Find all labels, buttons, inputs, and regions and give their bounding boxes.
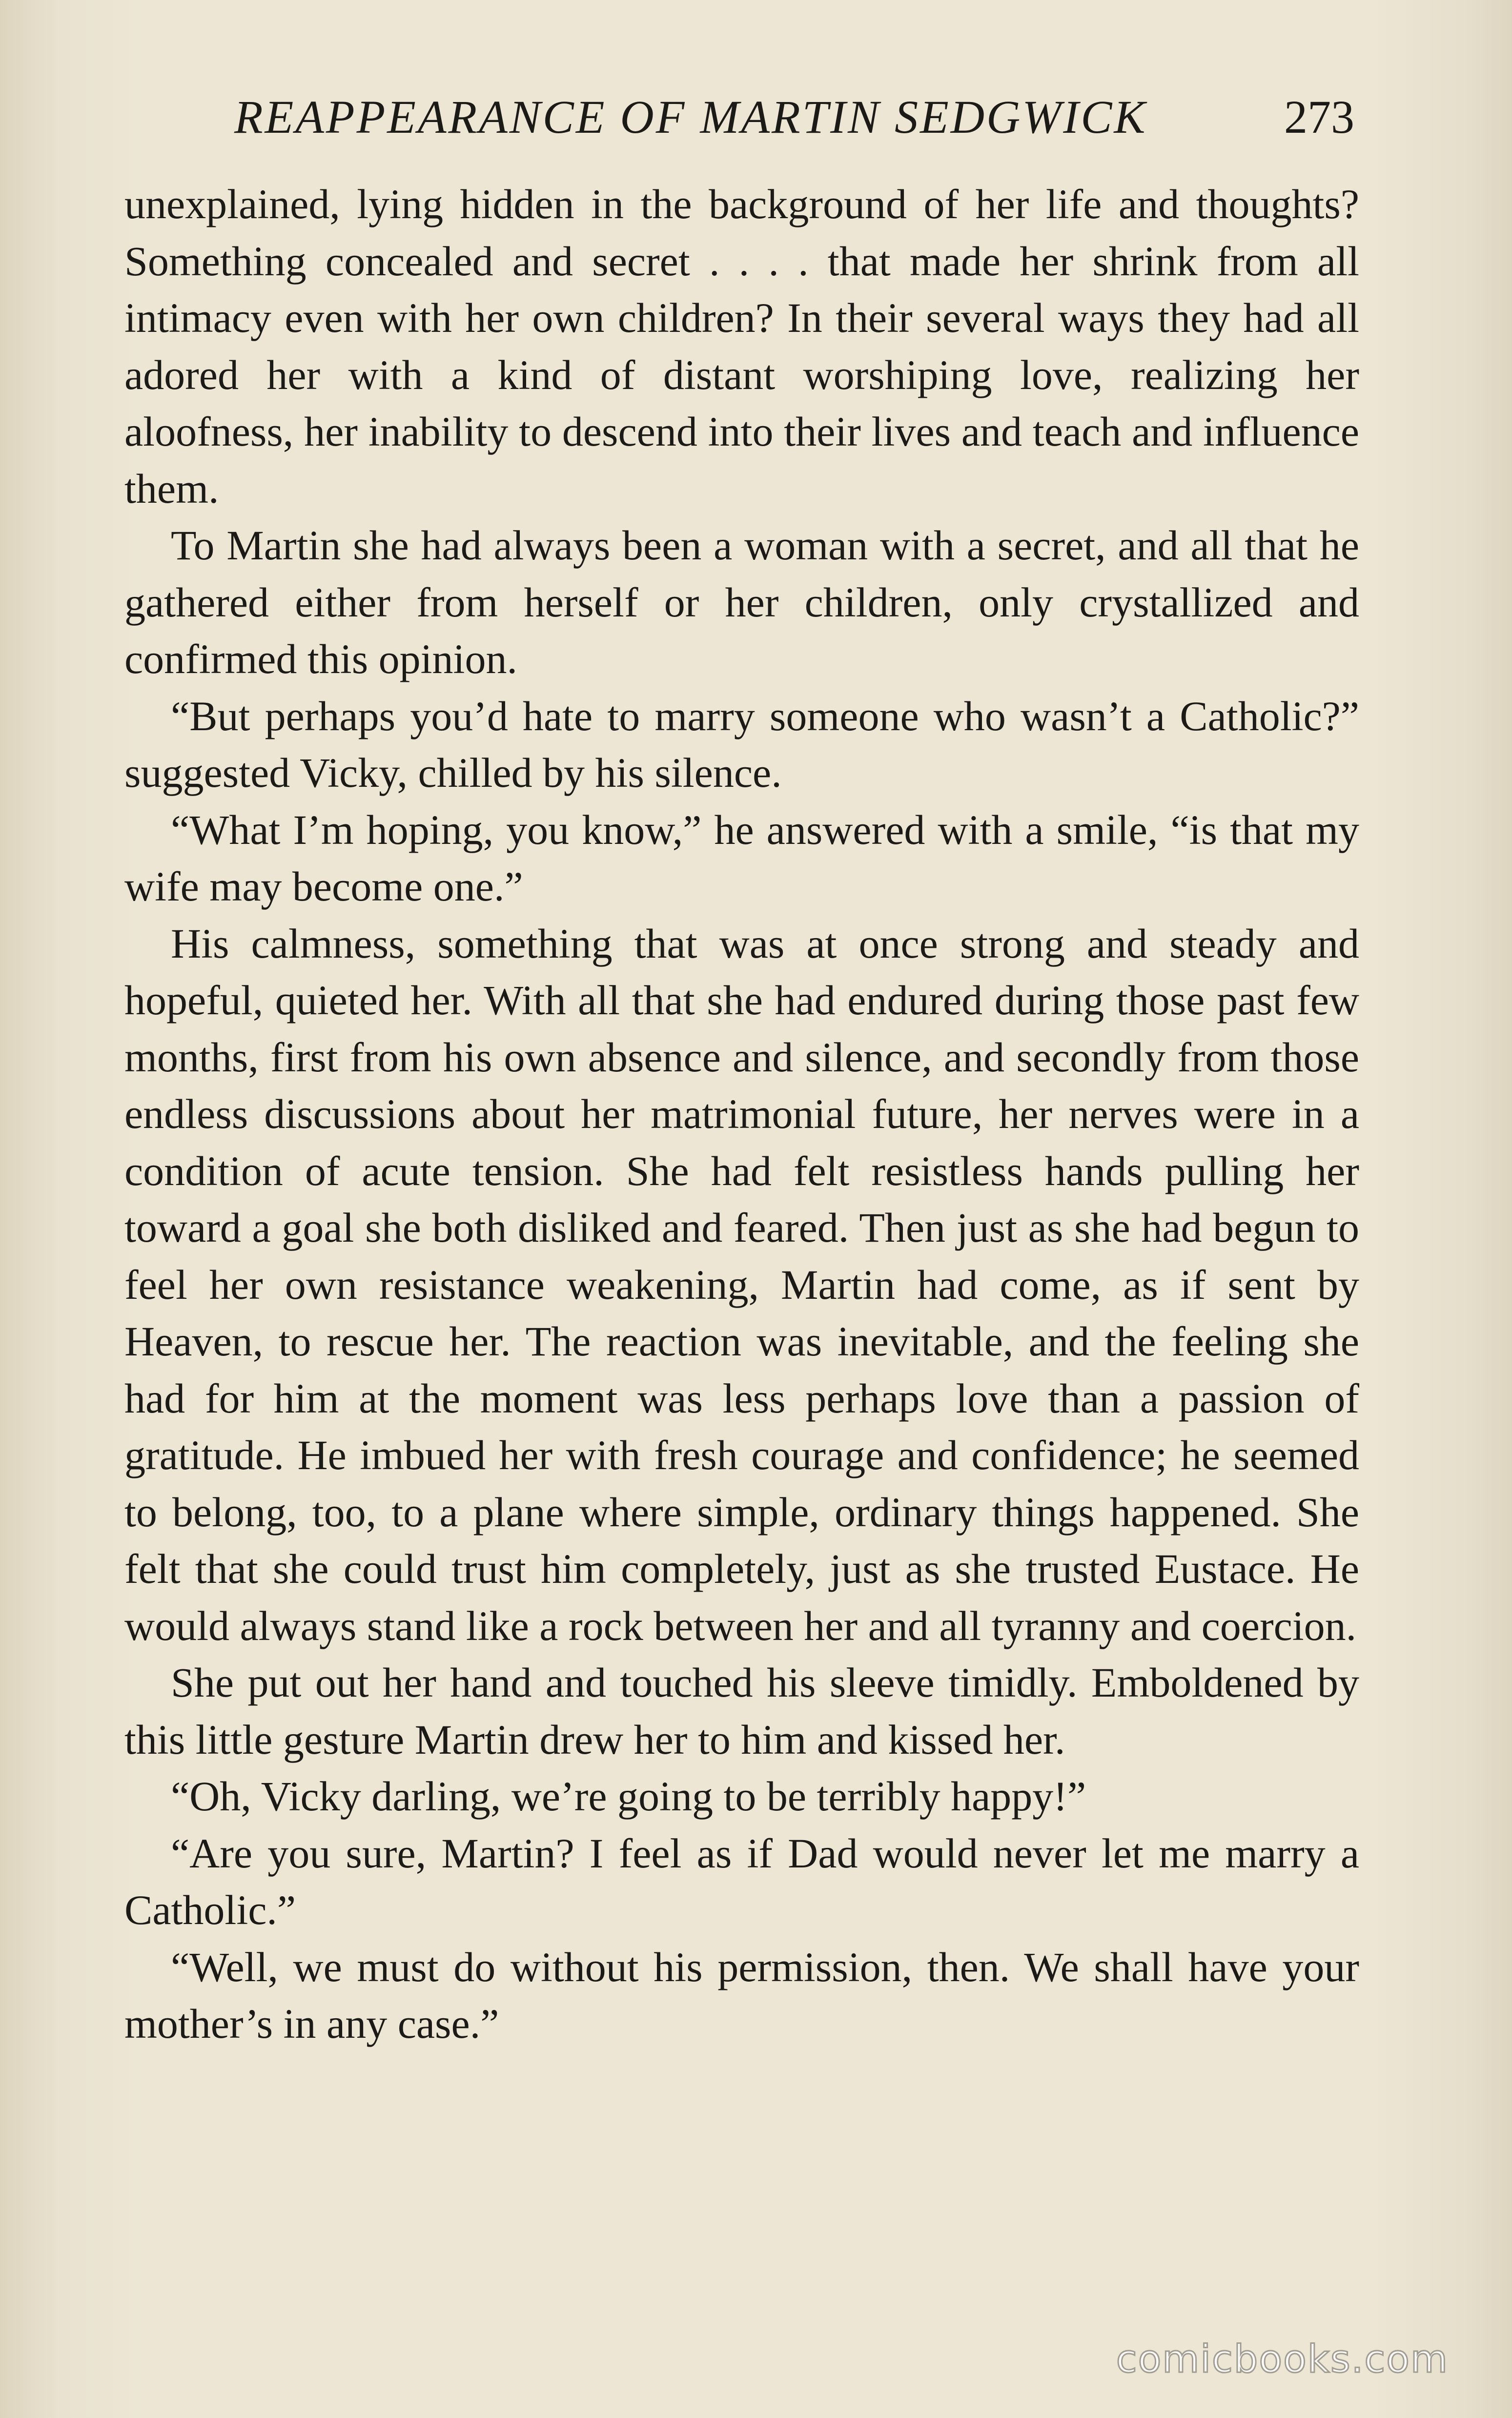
paragraph: “What I’m hoping, you know,” he answered with a smile, “is that my wife may become one.” [124,806,1359,910]
watermark: comicbooks.com [1116,2337,1449,2381]
paragraph: His calmness, something that was at once strong and steady and hopeful, quieted her. With all that she had endured during those past few months, first from his own absence and silence, and secondly from those endless discussions about her matrimonial future, her nerves were in a condition of acute tension. She had felt resistless hands pulling her toward a goal she both disliked and feared. Then just as she had begun to feel her own resistance weakening, Martin had come, as if sent by Heaven, to rescue her. The reaction was inevitable, and the feeling she had for him at the moment was less perhaps love than a passion of gratitude. He imbued her with fresh courage and confidence; he seemed to belong, too, to a plane where simple, ordinary things happened. She felt that she could trust him completely, just as she trusted Eustace. He would always stand like a rock between her and all tyranny and coercion. [124,920,1359,1649]
paragraph: She put out her hand and touched his sleeve timidly. Emboldened by this little gesture Martin drew her to him and kissed her. [124,1659,1359,1763]
page-number: 273 [1284,91,1354,143]
body-text [124,176,1359,2052]
paragraph: “Well, we must do without his permission, then. We shall have your mother’s in any case.” [124,1943,1359,2047]
paragraph: “Are you sure, Martin? I feel as if Dad would never let me marry a Catholic.” [124,1829,1359,1933]
running-title: REAPPEARANCE OF MARTIN SEDGWICK [234,91,1147,143]
paragraph: “But perhaps you’d hate to marry someone who wasn’t a Catholic?” suggested Vicky, chilled by his silence. [124,692,1359,796]
paragraph: To Martin she had always been a woman with a secret, and all that he gathered either from herself or her children, only crystallized and confirmed this opinion. [124,522,1359,682]
paragraph: unexplained, lying hidden in the background of her life and thoughts? Something concealed and secret . . . . that made her shrink from all intimacy even with her own children? In their several ways they had all adored her with a kind of distant worshiping love, realizing her aloofness, her inability to descend into their lives and teach and influence them. [124,181,1359,512]
paragraph: “Oh, Vicky darling, we’re going to be terribly happy!” [171,1773,1086,1820]
running-head [234,83,1354,151]
